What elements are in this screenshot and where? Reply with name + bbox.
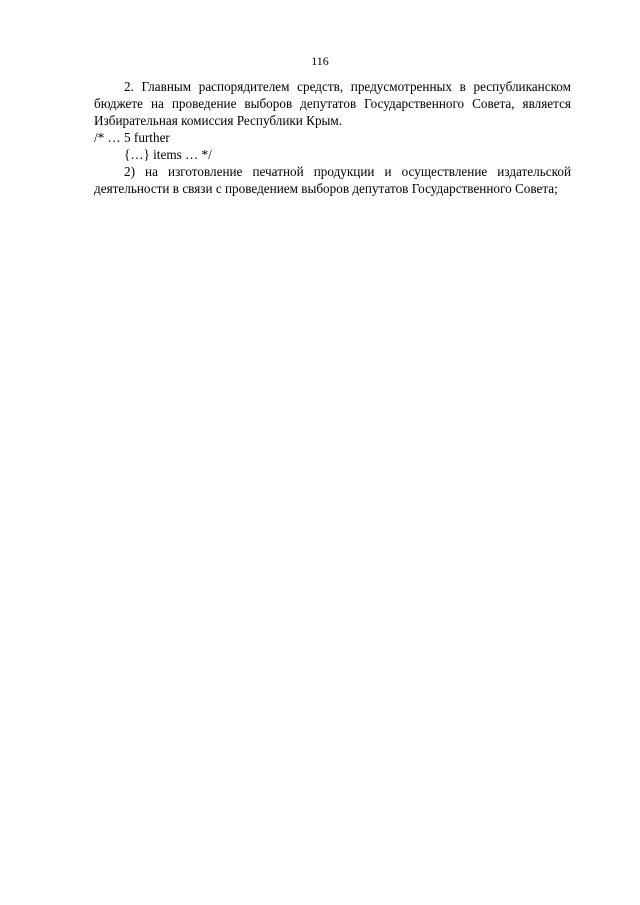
document-body: 2. Главным распорядителем средств, предусмотренных в республиканском бюджете на проведение выборов депутатов Государственного Совета, является Избирательная комиссия Республики Крым. /* … 5 further {…} items … */ 2) на изготовление печатной продукции и осуществление издательской деятельности в связи с проведением выборов депутатов Государственного Совета; <box>94 79 571 197</box>
paragraph-2-chief-administrator: 2. Главным распорядителем средств, предусмотренных в республиканском бюджете на проведение выборов депутатов Государственного Совета, является Избирательная комиссия Республики Крым. <box>94 79 571 129</box>
page-number: 116 <box>311 54 329 68</box>
paragraph-6-item-2-printing: 2) на изготовление печатной продукции и осуществление издательской деятельности в связи с проведением выборов депутатов Государственного Совета; <box>94 164 571 197</box>
